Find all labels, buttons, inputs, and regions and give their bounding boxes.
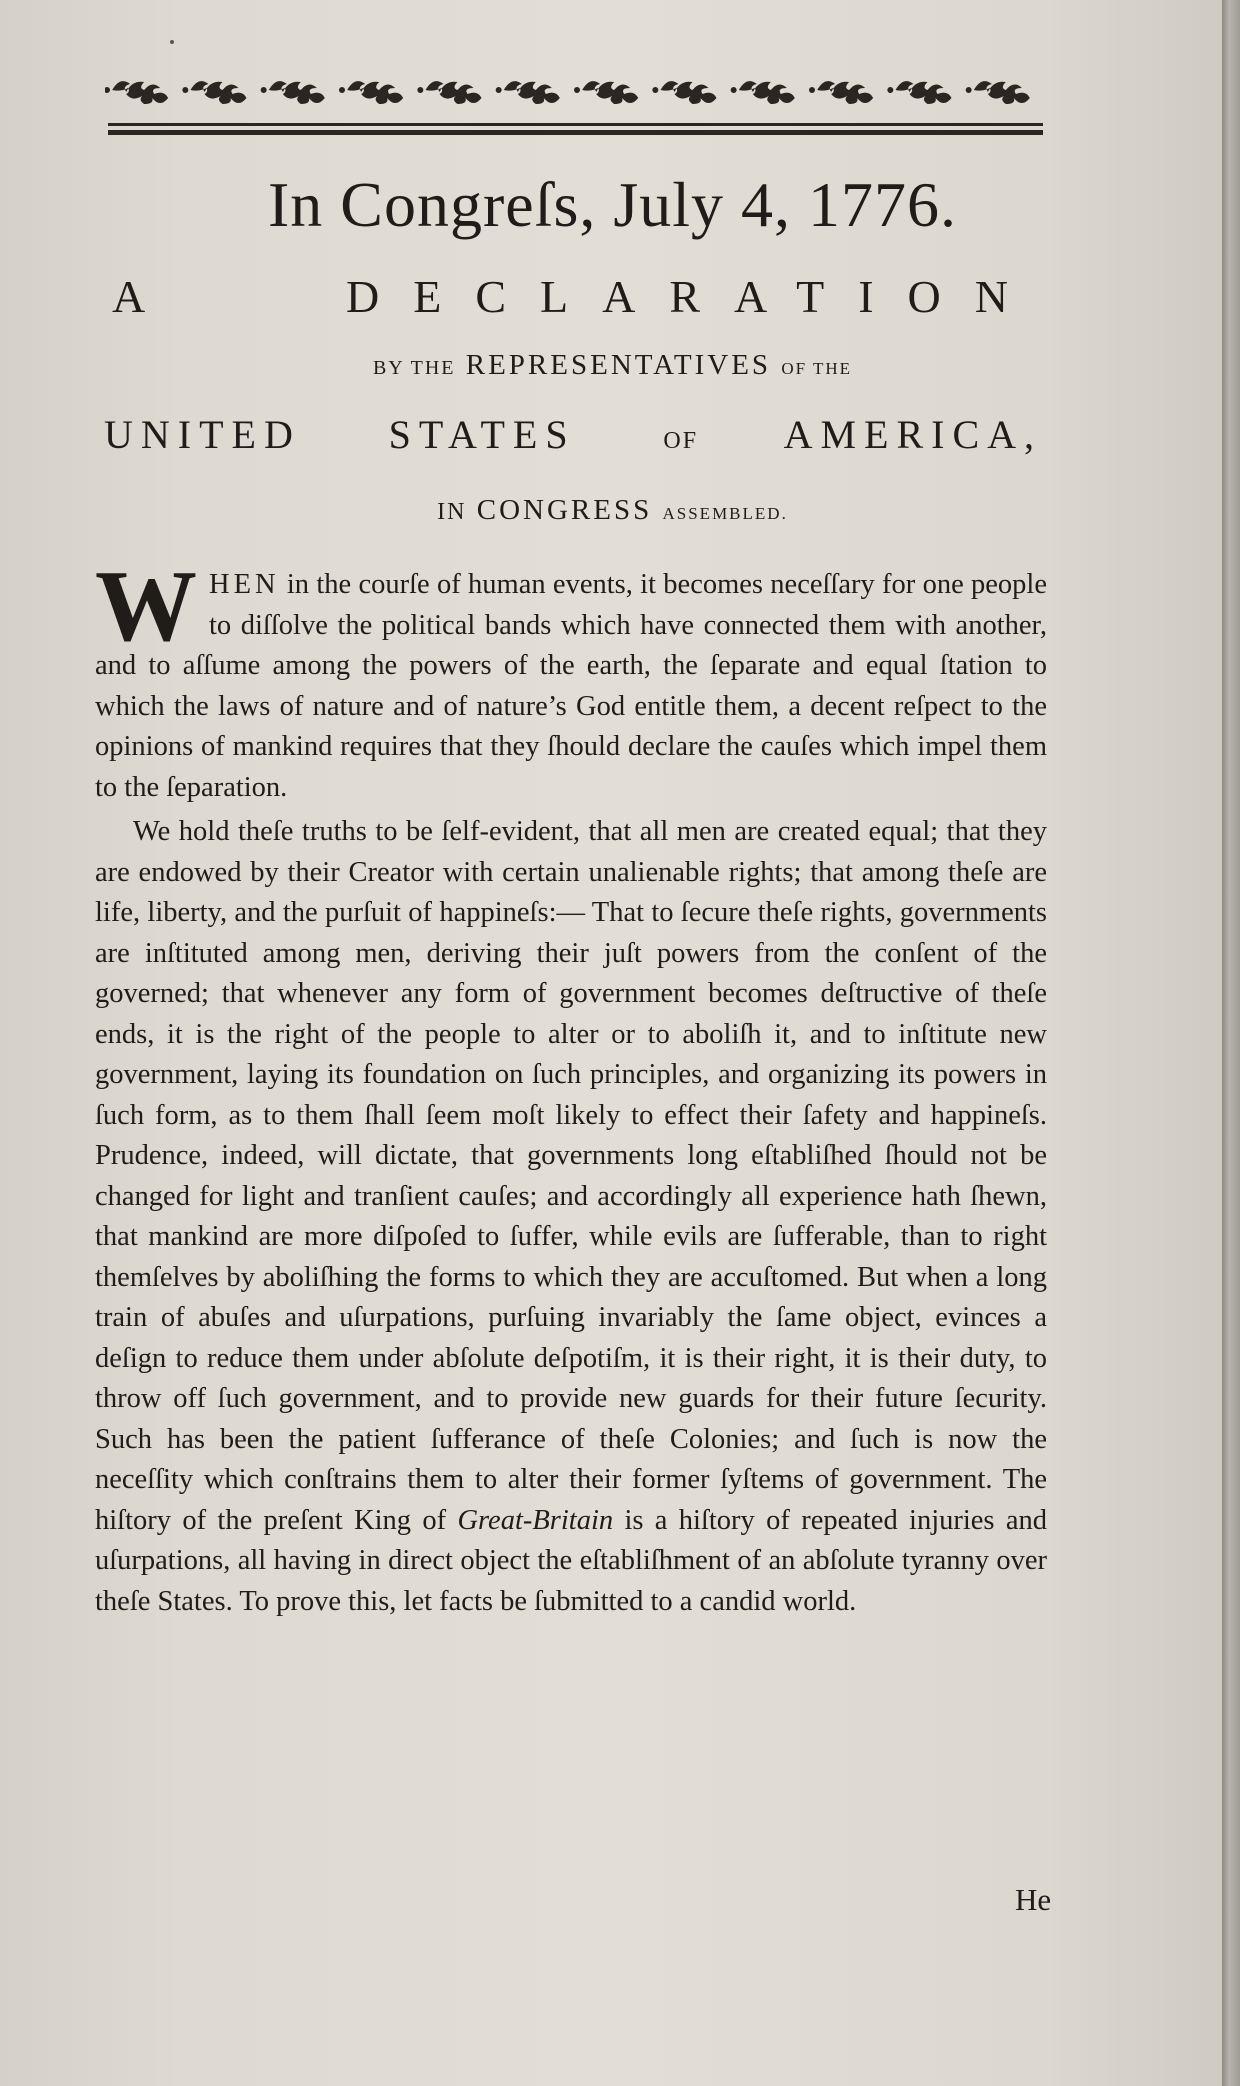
fleuron-motif [966, 81, 1030, 104]
congress-assembled-line [0, 485, 1225, 539]
assembled-label: ASSEMBLED. [662, 504, 788, 523]
catchword: He [1015, 1882, 1052, 1917]
fleuron-motif [496, 81, 560, 104]
fleuron-motif [339, 81, 403, 104]
fleuron-ornament-band [105, 70, 1045, 110]
double-rule-bottom [108, 130, 1043, 135]
fleuron-motif [887, 81, 951, 104]
truths-text-part1: We hold theſe truths to be ſelf-evident, that all men are created equal; that they are endowed by their Creator with certain unalienable rights; that among theſe are life, liberty, and the purſuit of happineſs:— That to ſecure theſe rights, governments are inſtituted among men, deriving their juſt powers from the conſent of the governed; that whenever any form of government becomes deſtructive of theſe ends, it is the right of the people to alter or to aboliſh it, and to inſtitute new government, laying its foundation on ſuch principles, and organizing its powers in ſuch form, as to them ſhall ſeem moſt likely to effect their ſafety and happineſs. Prudence, indeed, will dictate, that governments long eſtabliſhed ſhould not be changed for light and tranſient cauſes; and accordingly all experience hath ſhewn, that mankind are more diſpoſed to ſuffer, while evils are ſufferable, than to right themſelves by aboliſhing the forms to which they are accuſtomed. But when a long train of abuſes and uſurpations, purſuing invariably the ſame object, evinces a deſign to reduce them under abſolute deſpotiſm, it is their right, it is their duty, to throw off ſuch government, and to provide new guards for their future ſecurity. Such has been the patient ſufferance of theſe Colonies; and ſuch is now the neceſſity which conſtrains them to alter their former ſyſtems of government. The hiſtory of the preſent King of [95, 816, 1047, 1536]
united-states-label: UNITED STATES [104, 412, 576, 457]
of-label: OF [663, 428, 699, 454]
paper-speck [170, 40, 174, 44]
page-edge-shadow [1222, 0, 1240, 2086]
fleuron-motif [261, 81, 325, 104]
fleuron-motif [652, 81, 716, 104]
fleuron-motif [574, 81, 638, 104]
preamble-text: in the courſe of human events, it becomes neceſſary for one people to diſſolve the political bands which have connected them with another, and to aſſume among the powers of the earth, the ſeparate and equal ſtation to which the laws of nature and of nature’s God entitle them, a decent reſpect to the opinions of mankind requires that they ſhould declare the cauſes which impel them to the ſeparation. [95, 569, 1047, 803]
by-the-label: BY THE [372, 357, 456, 379]
great-britain-italic: Great-Britain [457, 1504, 614, 1536]
fleuron-motif [731, 81, 795, 104]
paragraph-self-evident-truths [95, 812, 1047, 1622]
representatives-label: REPRESENTATIVES [465, 349, 772, 381]
in-label: IN [437, 499, 467, 525]
declaration-body [95, 550, 1048, 1622]
truths-text-part2: is a hiſtory of repeated injuries and uſurpations, all having in direct object the eſtabliſhment of an abſolute tyranny over theſe States. To prove this, let facts be ſubmitted to a candid world. [95, 1504, 1048, 1617]
double-rule-top [108, 123, 1043, 126]
congress-label: CONGRESS [476, 494, 653, 526]
declaration-heading: A DECLARATION [112, 271, 1042, 322]
page-title: In Congreſs, July 4, 1776. [267, 169, 958, 240]
of-the-label: OF THE [781, 359, 853, 378]
opening-small-caps: HEN [209, 569, 280, 600]
fleuron-motif [182, 81, 246, 104]
drop-cap: W [95, 550, 197, 663]
fleuron-motif [417, 81, 481, 104]
fleuron-motif [809, 81, 873, 104]
fleuron-motif [105, 81, 168, 104]
america-label: AMERICA, [783, 412, 1043, 457]
representatives-line [0, 340, 1225, 394]
paragraph-preamble [95, 550, 1047, 808]
united-states-line [104, 405, 1042, 471]
